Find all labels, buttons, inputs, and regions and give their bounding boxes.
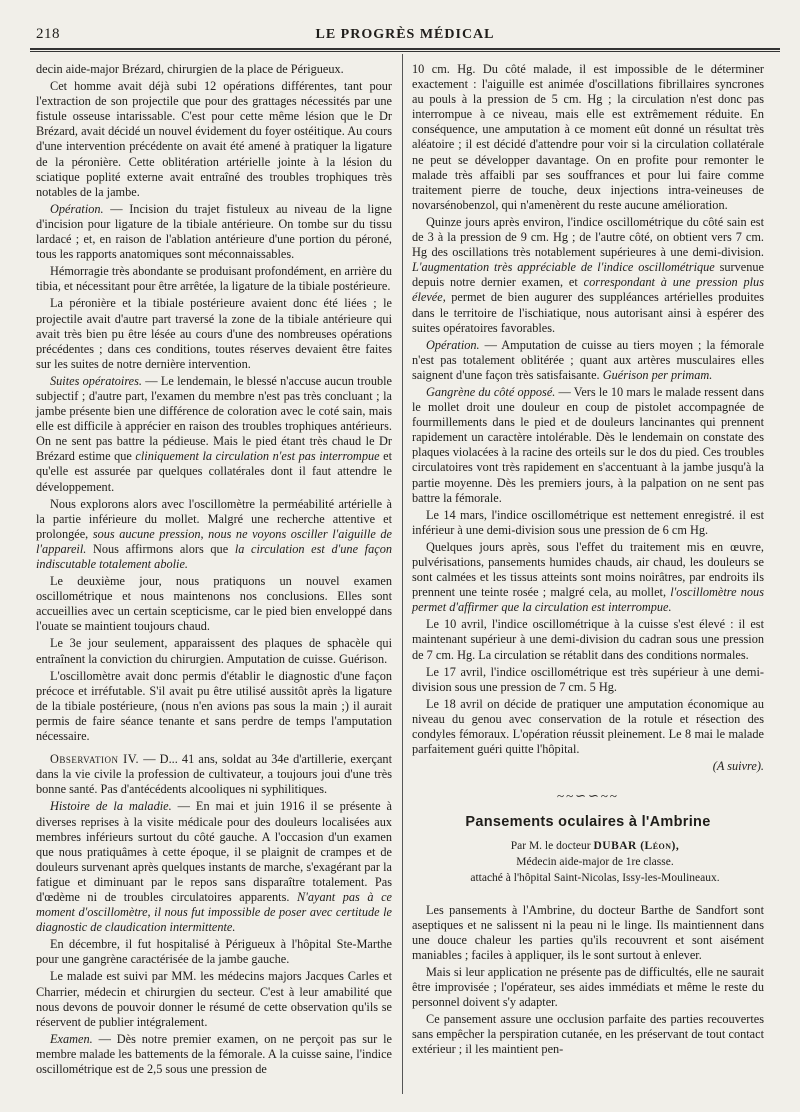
- to-be-continued: (A suivre).: [712, 759, 764, 774]
- author-rank: Médecin aide-major de 1re classe.: [516, 855, 674, 868]
- paragraph: Opération. — Amputation de cuisse au tiers moyen ; la fémorale n'est pas totalement oblitérée ; quant aux artères musculaires elles saignent d'une façon très satisfaisante. Guérison per primam.: [412, 337, 764, 382]
- paragraph: L'oscillomètre avait donc permis d'établir le diagnostic d'une façon précoce et irréfutable. S'il avait pu être utilisé aussitôt après la ligature de la tibiale postérieure, (nous n'en avions pas sous la main ;) il aurait permis de faire séance tenante et sans perdre de temps l'amputation nécessaire.: [36, 668, 392, 744]
- paragraph: Mais si leur application ne présente pas de difficultés, elle ne saurait être improvisée ; l'opérateur, ses aides immédiats et même le reste du personnel doivent s'y adapter.: [412, 964, 764, 1010]
- paragraph: Le malade est suivi par MM. les médecins majors Jacques Carles et Charrier, médecin et chirurgien du secteur. C'est à leur amabilité que nous devons de pouvoir donner le résumé de cette observation qu'ils se réservent de publier intégralement.: [36, 969, 392, 1029]
- paragraph: Examen. — Dès notre premier examen, on ne perçoit pas sur le membre malade les battements de la fémorale. A la cuisse saine, l'indice oscillométrique est de 2,5 sous une pression de: [36, 1031, 392, 1076]
- journal-title: LE PROGRÈS MÉDICAL: [315, 27, 495, 42]
- paragraph: Le 17 avril, l'indice oscillométrique est très supérieur à une demi-division sous une pression de 7 cm. 5 Hg.: [412, 664, 764, 694]
- section-heading: Histoire de la maladie.: [50, 799, 172, 814]
- paragraph: Le 18 avril on décide de pratiquer une amputation économique au niveau du genou avec conservation de la rotule et résection des condyles fémoraux. L'opération réussit pleinement. Le 8 mai le malade parfaitement guéri quitte l'hôpital.: [412, 696, 764, 757]
- author-name: DUBAR (Léon),: [593, 839, 680, 852]
- section-heading: Opération.: [50, 201, 104, 216]
- header-rule-thin: [30, 51, 780, 52]
- page-number: 218: [36, 26, 60, 42]
- observation-heading: Observation IV.: [50, 752, 140, 767]
- paragraph: Suites opératoires. — Le lendemain, le blessé n'accuse aucun trouble subjectif ; d'autre part, l'examen du membre n'est pas très concluant ; la jambe présente bien une différence de coloration avec le coté sain, mais elle est difficile à apprécier en raison des troubles trophiques antérieurs. On ne sent pas battre la pédieuse. Mais le pied étant très chaud le Dr Brézard estime que cliniquement la circulation n'est pas interrompue et qu'elle est assurée par quelques collatérales dont il faut attendre le développement.: [36, 373, 392, 494]
- paragraph: Quelques jours après, sous l'effet du traitement mis en œuvre, pulvérisations, pansements humides chauds, air chaud, les douleurs se sont calmées et les tissus atteints sont moins noirâtres, par endroits ils prennent une teinte rosée ; malgré cela, au mollet, l'oscillomètre nous permet d'affirmer que la circulation est interrompue.: [412, 539, 764, 615]
- paragraph: Le 3e jour seulement, apparaissent des plaques de sphacèle qui entraînent la conviction du chirurgien. Amputation de cuisse. Guérison.: [36, 636, 392, 666]
- paragraph: En décembre, il fut hospitalisé à Périgueux à l'hôpital Ste-Marthe pour une gangrène caractérisée de la jambe gauche.: [36, 937, 392, 967]
- header-rule: [30, 48, 780, 50]
- paragraph: La péronière et la tibiale postérieure avaient donc été liées ; le projectile avait d'autre part traversé la zone de la tibiale antérieure qui avait très bien pu être lésée au cours d'une des nombreuses opérations précédentes ; dans ces conditions, toutes réserves devaient être faites sur les suites de notre dernière intervention.: [36, 296, 392, 371]
- column-divider: [402, 54, 403, 1094]
- paragraph: Le deuxième jour, nous pratiquons un nouvel examen oscillométrique et nous maintenons nos conclusions. Elles sont accueillies avec un certain scepticisme, car le pied bien enveloppé dans l'ouate se maintient toujours chaud.: [36, 574, 392, 634]
- article-byline: Par M. le docteur DUBAR (Léon),: [510, 839, 680, 852]
- paragraph: Quinze jours après environ, l'indice oscillométrique du côté sain est de 3 à la pression de 9 cm. Hg ; de l'autre côté, on obtient vers 7 cm. Hg des oscillations très notablement supérieures à une demi-division. L'augmentation très appréciable de l'indice oscillométrique survenue depuis notre dernier examen, et correspondant à une pression plus élevée, permet de bien augurer des suppléances artérielles produites dans le territoire de l'ischiatique, nous autorisant ainsi à espérer des suites opératoires favorables.: [412, 214, 764, 335]
- section-heading: Gangrène du côté opposé.: [426, 384, 556, 399]
- paragraph: Le 10 avril, l'indice oscillométrique à la cuisse s'est élevé : il est maintenant supérieur à une demi-division du cadran sous une pression de 7 cm. Hg. La circulation se rétablit dans des conditions normales.: [412, 617, 764, 662]
- paragraph: Ce pansement assure une occlusion parfaite des parties recouvertes sans empêcher la perspiration cutanée, en les préservant de tout contact extérieur ; il les maintient pen-: [412, 1012, 764, 1057]
- left-column: [36, 62, 392, 1079]
- section-heading: Suites opératoires.: [50, 373, 142, 388]
- author-affiliation: attaché à l'hôpital Saint-Nicolas, Issy-les-Moulineaux.: [470, 871, 720, 884]
- paragraph: Cet homme avait déjà subi 12 opérations différentes, tant pour l'extraction de son projectile que pour des grattages nécessités par une fistule osseuse intarissable. C'est pour cette même lésion que le Dr Brézard, avait décidé un nouvel évidement du foyer ostéitique. Au cours d'une intervention précédente on avait été amené à pratiquer la ligature de la péronière. Cette oblitération artérielle jointe à la lésion du sciatique poplité externe avait entraîné des troubles trophiques très notables de la jambe.: [36, 79, 392, 199]
- section-heading: Opération.: [426, 337, 480, 352]
- paragraph: Histoire de la maladie. — En mai et juin 1916 il se présente à diverses reprises à la visite médicale pour des douleurs localisées aux membres inférieurs surtout du côté gauche. A l'occasion d'un examen que nous pratiquâmes à cette époque, il se plaignit de crampes et de douleurs survenant après quelques instants de marche, s'exagérant par la fatigue et diminuant par le repos sans disparaître totalement. Pas d'œdème ni de troubles circulatoires apparents. N'ayant pas à ce moment d'oscillomètre, il nous fut impossible de poser avec certitude le diagnostic de claudication intermittente.: [36, 799, 392, 935]
- right-column: [412, 62, 764, 1059]
- paragraph: Les pansements à l'Ambrine, du docteur Barthe de Sandfort sont aseptiques et ne salissent ni la peau ni le linge. Ils maintiennent dans une douce chaleur les parties qu'ils recouvrent et sont aisément maniables ; faciles à appliquer, ils le sont surtout à enlever.: [412, 902, 764, 962]
- section-heading: Examen.: [50, 1031, 93, 1046]
- page-header: [30, 24, 780, 48]
- paragraph: Nous explorons alors avec l'oscillomètre la perméabilité artérielle à la partie inférieure du mollet. Malgré une recherche attentive et prolongée, sous aucune pression, nous ne voyons osciller l'aiguille de l'appareil. Nous affirmons alors que la circulation est d'une façon indiscutable totalement abolie.: [36, 496, 393, 571]
- observation-paragraph: Observation IV. — D... 41 ans, soldat au 34e d'artillerie, exerçant dans la vie civile la profession de cultivateur, a toujours joui d'une très bonne santé. Pas d'antécédents alcooliques ni syphilitiques.: [36, 752, 392, 797]
- paragraph: Le 14 mars, l'indice oscillométrique est nettement enregistré. il est inférieur à une demi-division sous une pression de 6 cm Hg.: [412, 507, 764, 537]
- paragraph: Opération. — Incision du trajet fistuleux au niveau de la ligne d'incision pour ligature de la tibiale antérieure. On tombe sur du tissu lardacé ; et, en raison de l'ablation antérieure d'une portion du péroné, tous les rapports anatomiques sont méconnaissables.: [36, 201, 392, 262]
- paragraph: Gangrène du côté opposé. — Vers le 10 mars le malade ressent dans le mollet droit une douleur en coup de pistolet accompagnée de fourmillements dans le pied et de douleurs lancinantes qui prennent rapidement un caractère intolérable. Dès le lendemain on constate des plaques violacées à la racine des orteils sur le dos du pied. Ces troubles circulatoires vont très rapidement en s'accentuant à la jambe jusqu'à la partie moyenne. Dès les premiers jours, à la palpation on ne sent pas battre la fémorale.: [412, 384, 764, 505]
- paragraph: 10 cm. Hg. Du côté malade, il est impossible de le déterminer exactement : l'aiguille est animée d'oscillations fibrillaires syncrones au pouls à la pression de 5 cm. Hg ; la circulation n'est donc pas interrompue à ce niveau, mais elle est extrêmement réduite. En conséquence, une amputation à ce moment eût donné un résultat très aléatoire ; il est décidé d'attendre pour voir si la circulation collatérale ne peut se développer davantage. On en profite pour remonter le malade très affaibli par ses souffrances et pour lui faire comme traitement pierre de touche, deux injections intra-veineuses de novarsénobenzol, qui n'amenèrent du reste aucune amélioration.: [412, 62, 764, 212]
- section-ornament: ~~∽∽~~: [557, 788, 619, 804]
- article-title: Pansements oculaires à l'Ambrine: [465, 814, 711, 831]
- paragraph: Hémorragie très abondante se produisant profondément, en arrière du tibia, et nécessitant pour être arrêtée, la ligature de la tibiale postérieure.: [36, 264, 392, 294]
- paragraph: decin aide-major Brézard, chirurgien de la place de Périgueux.: [36, 62, 344, 76]
